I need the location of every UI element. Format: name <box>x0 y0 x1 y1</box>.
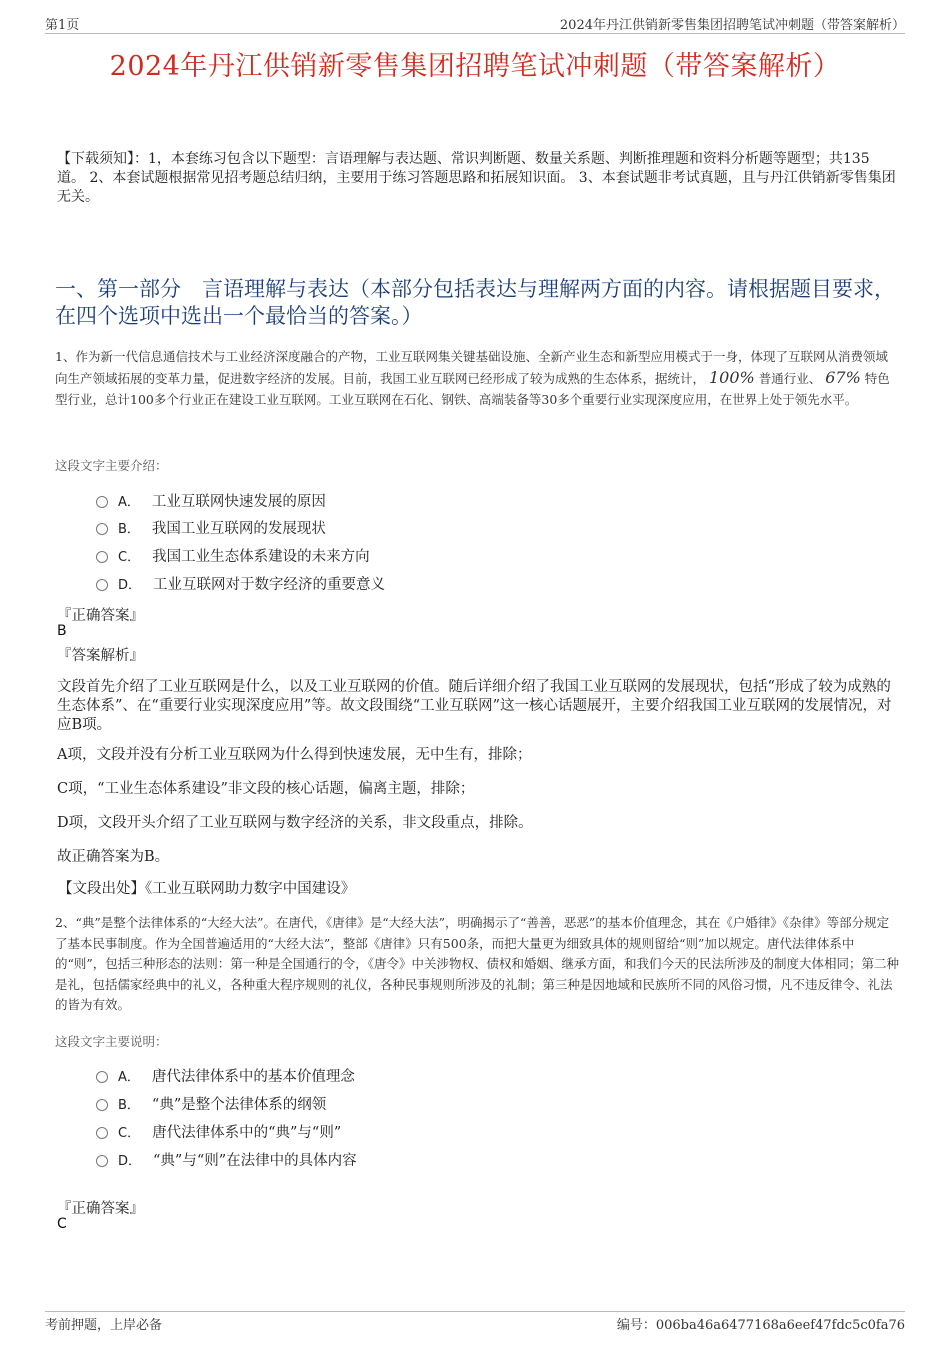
option-text: 我国工业生态体系建设的未来方向 <box>152 549 370 565</box>
footer-doc-id: 编号：006ba46a6477168a6eef47fdc5c0fa76 <box>616 1318 905 1333</box>
question-1-answer: B <box>57 623 67 639</box>
question-2-text: 2、“典”是整个法律体系的“大经大法”。在唐代，《唐律》是“大经大法”，明确揭示了“善善，恶恶”的基本价值理念，其在《户婚律》《杂律》等部分规定了基本民事制度。作为全国普遍适用的“大经大法”，整部《唐律》只有500条，而把大量更为细致具体的规则留给“则”加以规定。唐代法律体系中的“则”，包括三种形态的法则：第一种是全国通行的令，《唐令》中关涉物权、债权和婚姻、继承方面，和我们今天的民法所涉及的制度大体相同；第二种是礼，包括儒家经典中的礼义，各种重大程序规则的礼仪，各种民事规则所涉及的礼制；第三种是因地域和民族所不同的风俗习惯，凡不违反律令、礼法的皆为有效。 <box>55 915 900 1012</box>
question-1-conclusion: 故正确答案为B。 <box>57 849 170 865</box>
question-1-text-a: 1、作为新一代信息通信技术与工业经济深度融合的产物，工业互联网集关键基础设施、全新产业生态和新型应用模式于一身，体现了互联网从消费领域向生产领域拓展的变革力量，促进数字经济的发展。目前，我国工业互联网已经形成了较为成熟的生态体系，据统计， <box>55 349 888 386</box>
question-2-answer-label: 『正确答案』 <box>57 1201 144 1217</box>
question-1-text <box>55 346 900 410</box>
question-2-option-d[interactable] <box>96 1149 357 1170</box>
option-text: 工业互联网快速发展的原因 <box>151 494 326 510</box>
footer-slogan: 考前押题，上岸必备 <box>45 1318 163 1333</box>
page-title: 2024年丹江供销新零售集团招聘笔试冲刺题（带答案解析） <box>109 51 841 82</box>
question-1-analysis-main: 文段首先介绍了工业互联网是什么，以及工业互联网的价值。随后详细介绍了我国工业互联网的发展现状，包括“形成了较为成熟的生态体系”、在“重要行业实现深度应用”等。故文段围绕“工业互联网”这一核心话题展开，主要介绍我国工业互联网的发展情况，对应B项。 <box>57 679 892 733</box>
radio-icon[interactable] <box>96 1071 108 1083</box>
question-1-source: 【文段出处】《工业互联网助力数字中国建设》 <box>58 881 356 897</box>
stat-100-percent: 100% <box>709 368 755 387</box>
option-text: 工业互联网对于数字经济的重要意义 <box>153 577 386 593</box>
option-text: 唐代法律体系中的基本价值理念 <box>151 1069 355 1085</box>
section-heading: 一、第一部分 言语理解与表达（本部分包括表达与理解两方面的内容。请根据题目要求，在四个选项中选出一个最恰当的答案。） <box>55 277 895 328</box>
question-1-text-b: 普通行业、 <box>758 371 822 386</box>
option-text: 我国工业互联网的发展现状 <box>151 521 326 537</box>
radio-icon[interactable] <box>96 523 108 535</box>
page-number: 第1页 <box>45 18 80 33</box>
footer-divider <box>45 1311 905 1312</box>
question-1-prompt: 这段文字主要介绍： <box>55 458 168 473</box>
radio-icon[interactable] <box>96 1155 108 1167</box>
question-1-option-d[interactable] <box>96 573 385 594</box>
download-notice: 【下载须知】：1，本套练习包含以下题型：言语理解与表达题、常识判断题、数量关系题、判断推理题和资料分析题等题型；共135道。 2、本套试题根据常见招考题总结归纳，主要用于练习答题思路和拓展知识面。 3、本套试题非考试真题，且与丹江供销新零售集团无关。 <box>57 151 896 205</box>
option-text: “典”是整个法律体系的纲领 <box>151 1097 327 1113</box>
option-letter: C． <box>118 1126 141 1141</box>
question-2-answer: C <box>57 1216 67 1232</box>
radio-icon[interactable] <box>96 1099 108 1111</box>
question-1-answer-label: 『正确答案』 <box>57 608 144 624</box>
option-letter: D． <box>118 578 142 593</box>
question-1-analysis-c: C项，“工业生态体系建设”非文段的核心话题，偏离主题，排除； <box>57 781 475 797</box>
question-1-option-b[interactable] <box>96 517 326 538</box>
header-divider <box>45 33 905 34</box>
option-text: “典”与“则”在法律中的具体内容 <box>153 1153 357 1169</box>
question-2-option-c[interactable] <box>96 1121 341 1142</box>
question-1-analysis-d: D项，文段开头介绍了工业互联网与数字经济的关系，非文段重点，排除。 <box>57 815 533 831</box>
question-1-analysis-label: 『答案解析』 <box>57 648 144 664</box>
option-letter: B． <box>118 1098 140 1113</box>
question-2-prompt: 这段文字主要说明： <box>55 1034 168 1049</box>
question-1-text-c: 特色型行业，总计100多个行业正在建设工业互联网。工业互联网在石化、钢铁、高端装备等30多个重要行业实现深度应用，在世界上处于领先水平。 <box>55 371 890 407</box>
option-text: 唐代法律体系中的“典”与“则” <box>152 1125 342 1141</box>
question-1-analysis-a: A项，文段并没有分析工业互联网为什么得到快速发展，无中生有，排除； <box>57 747 532 763</box>
header-doc-title: 2024年丹江供销新零售集团招聘笔试冲刺题（带答案解析） <box>559 18 905 33</box>
option-letter: C． <box>118 550 141 565</box>
radio-icon[interactable] <box>96 551 108 563</box>
option-letter: A． <box>118 1070 140 1085</box>
question-2-option-b[interactable] <box>96 1093 326 1114</box>
radio-icon[interactable] <box>96 579 108 591</box>
stat-67-percent: 67% <box>825 368 861 387</box>
option-letter: A． <box>118 495 140 510</box>
option-letter: D． <box>118 1154 142 1169</box>
radio-icon[interactable] <box>96 1127 108 1139</box>
question-1-option-c[interactable] <box>96 545 370 566</box>
question-1-option-a[interactable] <box>96 490 326 511</box>
radio-icon[interactable] <box>96 496 108 508</box>
question-2-option-a[interactable] <box>96 1065 355 1086</box>
option-letter: B． <box>118 522 140 537</box>
